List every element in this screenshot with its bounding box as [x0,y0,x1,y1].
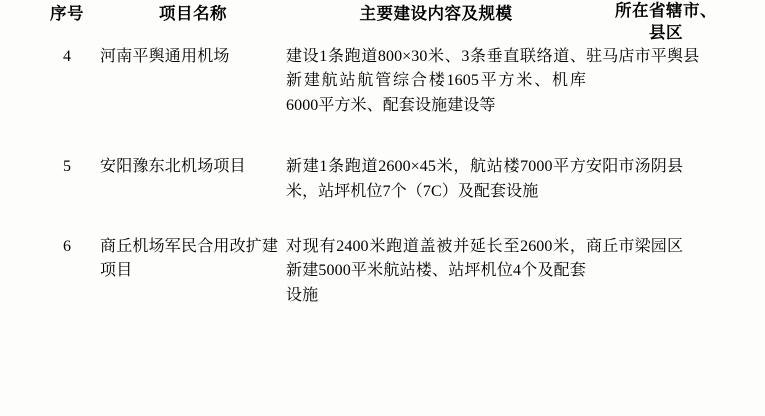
table-header-row [34,0,746,45]
table-row [34,235,746,309]
cell-sequence: 4 [63,47,71,65]
cell-content-scale: 新建1条跑道2600×45米，航站楼7000平方米，站坪机位7个（7C）及配套设施 [286,157,586,200]
cell-content-scale: 对现有2400米跑道盖被并延长至2600米，新建5000平米航站楼、站坪机位4个及配套设施 [286,237,586,305]
column-header-region-line1: 所在省辖市、 [615,1,717,20]
cell-region: 驻马店市平舆县 [586,47,700,65]
table-row [34,155,746,205]
column-header-content-scale: 主要建设内容及规模 [359,4,513,23]
project-table [34,0,746,309]
cell-project-name: 河南平舆通用机场 [100,47,230,65]
cell-project-name: 商丘机场军民合用改扩建项目 [100,237,279,280]
cell-project-name: 安阳豫东北机场项目 [100,157,246,175]
cell-region: 安阳市汤阴县 [586,157,684,175]
cell-content-scale: 建设1条跑道800×30米、3条垂直联络道、新建航站航管综合楼1605平方米、机库6000平方米、配套设施建设等 [286,47,586,115]
row-spacer [34,205,746,235]
column-header-region [586,0,746,45]
table-row [34,45,746,119]
column-header-project-name: 项目名称 [159,4,227,23]
row-spacer [34,119,746,155]
column-header-region-line2: 县区 [649,23,683,43]
column-header-sequence: 序号 [50,4,84,23]
cell-sequence: 6 [63,237,71,255]
cell-region: 商丘市梁园区 [586,237,684,255]
cell-sequence: 5 [63,157,71,175]
